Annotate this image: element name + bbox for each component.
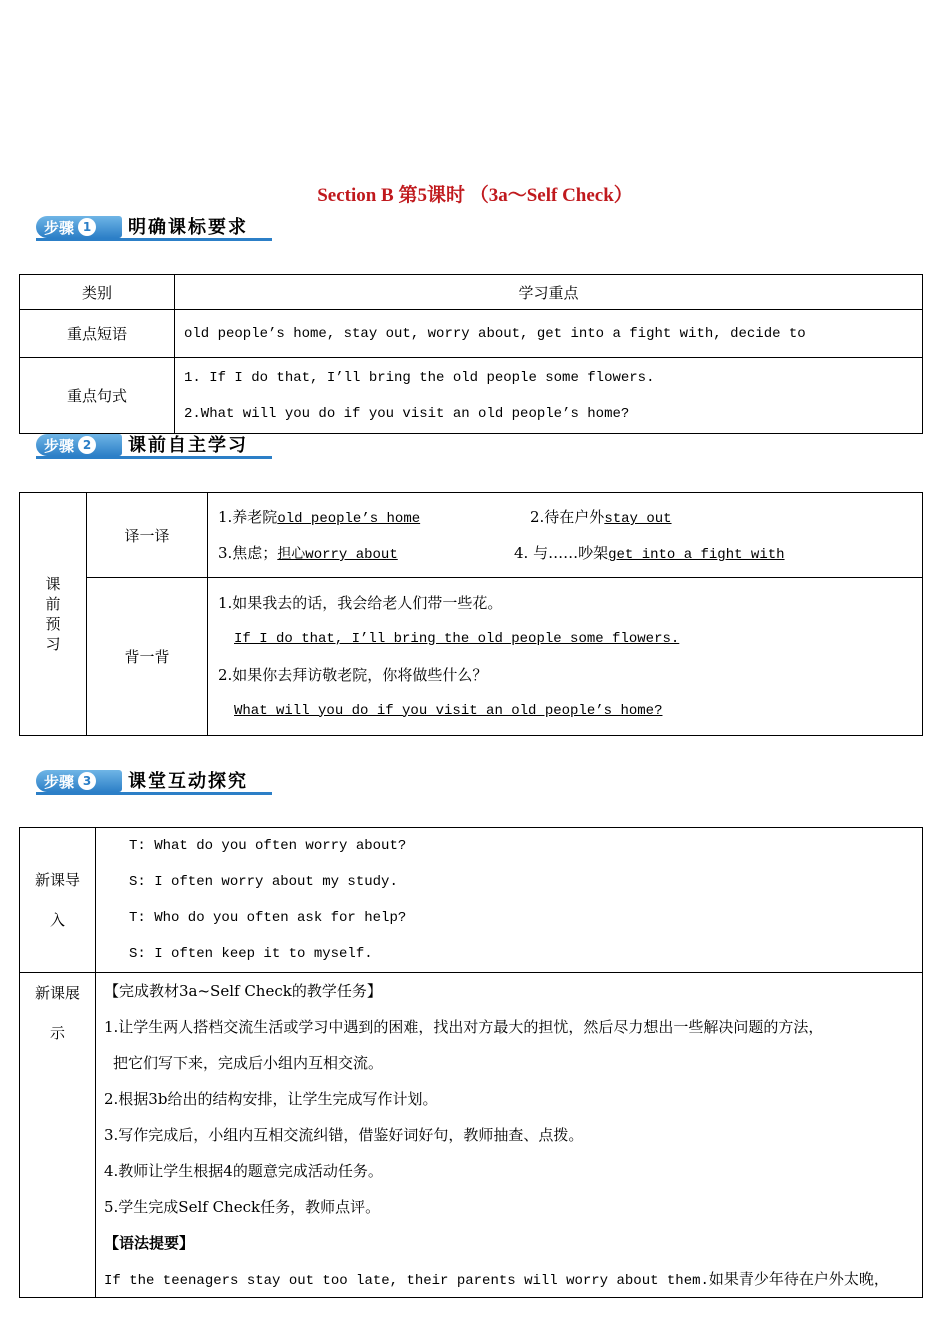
intro-label: 新课导入: [20, 828, 96, 973]
translate-3-cn: 3.焦虑；: [218, 544, 278, 562]
step-underline: [36, 456, 272, 459]
step-label: 明确课标要求: [128, 217, 248, 238]
recite-1-cn: 1.如果我去的话，我会给老人们带一些花。: [218, 593, 503, 612]
task-5: 5.学生完成Self Check任务，教师点评。: [104, 1198, 381, 1216]
step-underline: [36, 238, 272, 241]
step-2-header: [36, 432, 272, 459]
preview-table: [19, 492, 923, 736]
step-number-icon: 1: [78, 218, 96, 236]
classroom-table: [19, 827, 923, 1298]
dialog-line: T: What do you often worry about?: [129, 838, 407, 854]
translate-1-cn: 1.养老院: [218, 508, 278, 526]
task-1-cont: 把它们写下来，完成后小组内互相交流。: [113, 1054, 384, 1072]
step-number-icon: 2: [78, 436, 96, 454]
step-label: 课堂互动探究: [128, 771, 248, 792]
preview-side-label: 课前预习: [20, 493, 87, 736]
dialog-line: S: I often worry about my study.: [129, 874, 398, 890]
translate-4-cn: 4. 与……吵架: [514, 544, 609, 562]
task-3: 3.写作完成后，小组内互相交流纠错，借鉴好词好句，教师抽查、点拨。: [104, 1126, 584, 1144]
translate-4-answer: get into a fight with: [608, 547, 785, 563]
grammar-example-en: If the teenagers stay out too late, their parents will worry about them.: [104, 1273, 709, 1289]
grammar-example-cn: 如果青少年待在户外太晚，: [708, 1270, 889, 1288]
grammar-title: 【语法提要】: [104, 1234, 195, 1252]
task-title: 【完成教材3a~Self Check的教学任务】: [104, 982, 382, 1000]
translate-1-answer: old people’s home: [277, 511, 421, 527]
phrases-content: old people’s home, stay out, worry about, get into a fight with, decide to: [175, 310, 923, 358]
step-tag: 步骤 3: [36, 770, 122, 792]
step-number-icon: 3: [78, 772, 96, 790]
page-title: Section B 第5课时 （3a～Self Check）: [317, 185, 633, 206]
sentence-1: 1. If I do that, I’ll bring the old people some flowers.: [184, 369, 655, 386]
dialog-line: T: Who do you often ask for help?: [129, 910, 407, 926]
sentences-label: 重点句式: [20, 358, 175, 434]
phrases-label: 重点短语: [20, 310, 175, 358]
key-points-table: [19, 274, 923, 434]
dialog-line: S: I often keep it to myself.: [129, 946, 373, 962]
step-label: 课前自主学习: [128, 435, 248, 456]
task-1: 1.让学生两人搭档交流生活或学习中遇到的困难，找出对方最大的担忧，然后尽力想出一些解决问题的方法，: [104, 1018, 824, 1036]
step-underline: [36, 792, 272, 795]
recite-2-cn: 2.如果你去拜访敬老院，你将做些什么？: [218, 665, 488, 684]
recite-label: 背一背: [87, 578, 208, 736]
recite-2-answer: What will you do if you visit an old people’s home?: [234, 702, 663, 719]
header-focus: 学习重点: [175, 275, 923, 310]
translate-label: 译一译: [87, 493, 208, 578]
recite-1-answer: If I do that, I’ll bring the old people some flowers.: [234, 630, 680, 647]
step-1-header: [36, 214, 272, 241]
translate-2-answer: stay out: [604, 511, 672, 527]
translate-2-cn: 2.待在户外: [530, 508, 605, 526]
header-category: 类别: [20, 275, 175, 310]
task-2: 2.根据3b给出的结构安排，让学生完成写作计划。: [104, 1090, 438, 1108]
step-tag: 步骤 2: [36, 434, 122, 456]
translate-3-answer: 担心worry about: [277, 547, 398, 563]
step-tag: 步骤 1: [36, 216, 122, 238]
task-4: 4.教师让学生根据4的题意完成活动任务。: [104, 1162, 383, 1180]
sentence-2: 2.What will you do if you visit an old people’s home?: [184, 405, 630, 422]
step-3-header: [36, 768, 272, 795]
show-label: 新课展示: [20, 973, 96, 1298]
